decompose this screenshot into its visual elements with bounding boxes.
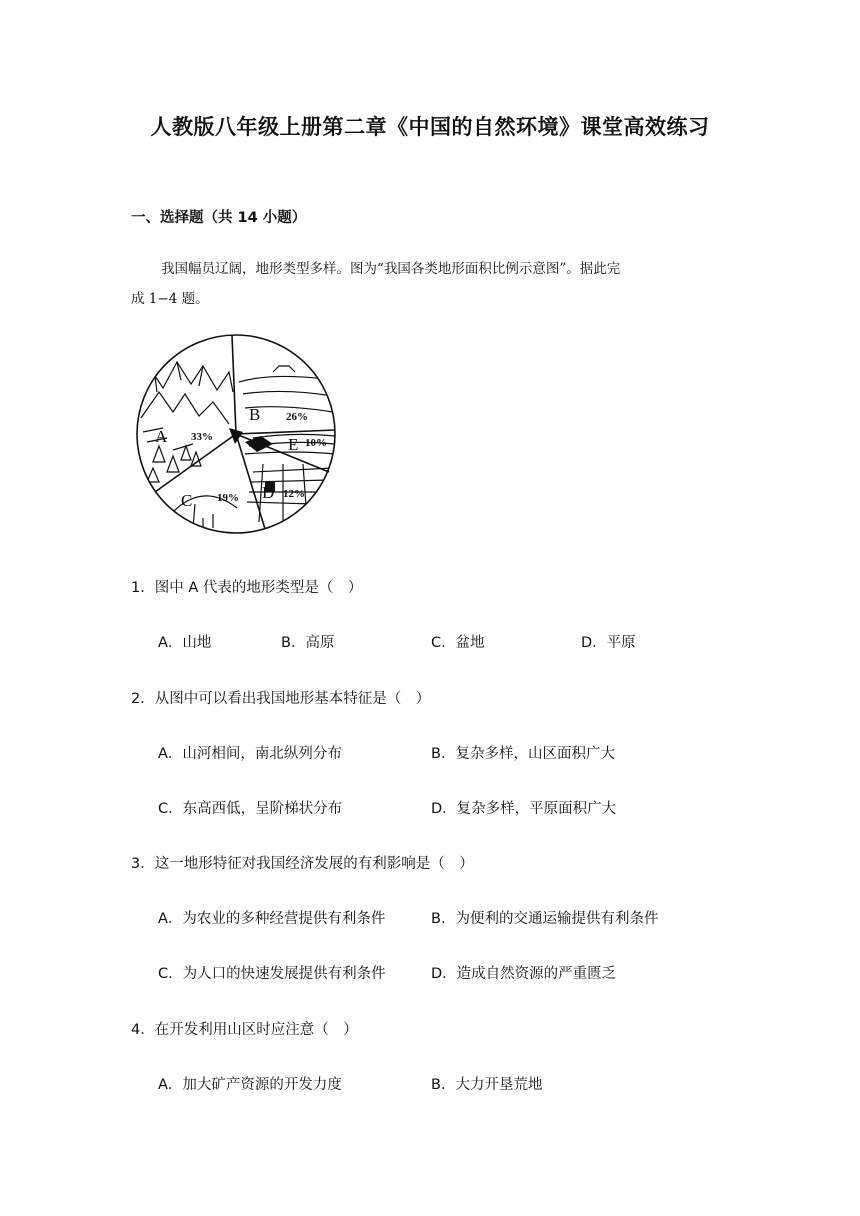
q2-option-a[interactable]: A．山河相间，南北纵列分布 xyxy=(158,746,342,762)
landform-area-figure xyxy=(133,332,339,536)
question-4-stem: 4．在开发利用山区时应注意（ ） xyxy=(131,1022,358,1038)
intro-paragraph-line2: 成 1−4 题。 xyxy=(131,291,209,307)
q2-option-c[interactable]: C．东高西低，呈阶梯状分布 xyxy=(158,801,343,817)
q1-option-a[interactable]: A．山地 xyxy=(158,635,212,651)
sector-pct-c: 19% xyxy=(217,492,239,504)
q3-option-a[interactable]: A．为农业的多种经营提供有利条件 xyxy=(158,911,386,927)
sector-label-c: C xyxy=(181,491,193,510)
sector-label-a: A xyxy=(155,427,168,446)
section-heading: 一、选择题（共 14 小题） xyxy=(131,210,307,226)
sector-pct-e: 10% xyxy=(305,437,327,449)
q2-option-b[interactable]: B．复杂多样，山区面积广大 xyxy=(431,746,615,762)
q2-option-d[interactable]: D．复杂多样，平原面积广大 xyxy=(431,801,617,817)
sector-label-d: D xyxy=(262,483,275,502)
q3-option-b[interactable]: B．为便利的交通运输提供有利条件 xyxy=(431,911,659,927)
sector-pct-a: 33% xyxy=(191,431,213,443)
q1-option-b[interactable]: B．高原 xyxy=(281,635,335,651)
q4-option-b[interactable]: B．大力开垦荒地 xyxy=(431,1077,543,1093)
q3-option-d[interactable]: D．造成自然资源的严重匮乏 xyxy=(431,966,617,982)
sector-label-b: B xyxy=(249,405,261,424)
landform-pie-illustration xyxy=(133,332,339,536)
question-1-stem: 1．图中 A 代表的地形类型是（ ） xyxy=(131,580,363,596)
q3-option-c[interactable]: C．为人口的快速发展提供有利条件 xyxy=(158,966,386,982)
q1-option-c[interactable]: C．盆地 xyxy=(431,635,485,651)
question-3-stem: 3．这一地形特征对我国经济发展的有利影响是（ ） xyxy=(131,856,474,872)
intro-paragraph-line1: 我国幅员辽阔，地形类型多样。图为“我国各类地形面积比例示意图”。据此完 xyxy=(161,261,621,277)
q4-option-a[interactable]: A．加大矿产资源的开发力度 xyxy=(158,1077,342,1093)
question-2-stem: 2．从图中可以看出我国地形基本特征是（ ） xyxy=(131,691,431,707)
sector-label-e: E xyxy=(288,435,299,454)
sector-pct-d: 12% xyxy=(283,488,305,500)
sector-pct-b: 26% xyxy=(286,411,308,423)
page-title: 人教版八年级上册第二章《中国的自然环境》课堂高效练习 xyxy=(150,115,710,139)
q1-option-d[interactable]: D．平原 xyxy=(581,635,636,651)
